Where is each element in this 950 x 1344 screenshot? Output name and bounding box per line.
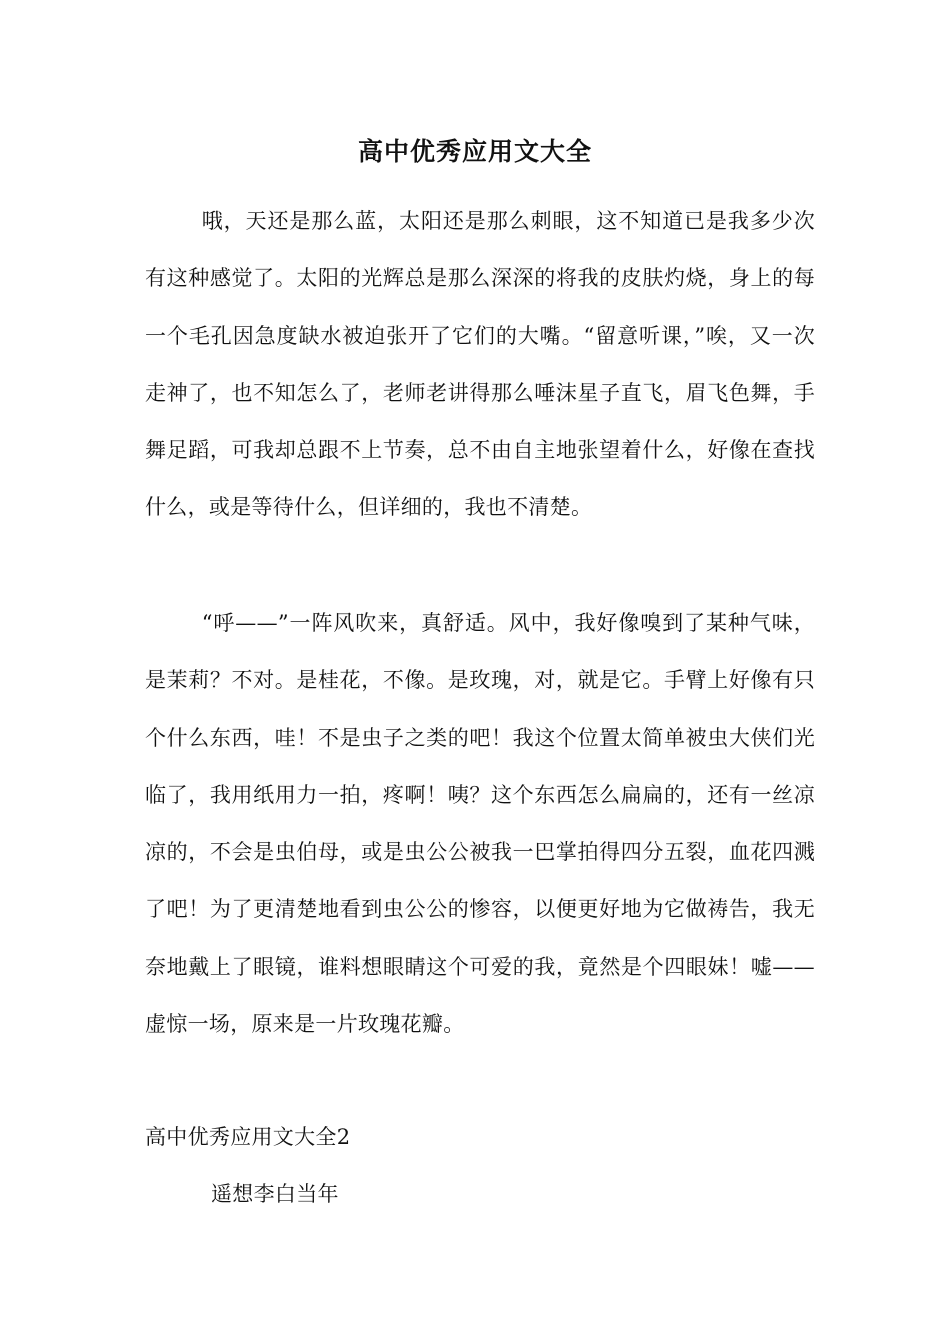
document-title: 高中优秀应用文大全 bbox=[357, 137, 592, 166]
paragraph: “呼——”一阵风吹来，真舒适。风中，我好像嗅到了某种气味，是茉莉？不对。是桂花，不像。是玫瑰，对，就是它。手臂上好像有只个什么东西，哇！不是虫子之类的吧！我这个位置太简单被虫大侠们光临了，我用纸用力一拍，疼啊！咦？这个东西怎么扁扁的，还有一丝凉凉的，不会是虫伯母，或是虫公公被我一巴掌拍得四分五裂，血花四溅了吧！为了更清楚地看到虫公公的惨容，以便更好地为它做祷告，我无奈地戴上了眼镜，谁料想眼睛这个可爱的我，竟然是个四眼妹！嘘——虚惊一场，原来是一片玫瑰花瓣。 bbox=[145, 611, 815, 1037]
paragraph: 哦，天还是那么蓝，太阳还是那么刺眼，这不知道已是我多少次有这种感觉了。太阳的光辉总是那么深深的将我的皮肤灼烧，身上的每一个毛孔因急度缺水被迫张开了它们的大嘴。“留意听课，”唉，又一次走神了，也不知怎么了，老师老讲得那么唾沫星子直飞，眉飞色舞，手舞足蹈，可我却总跟不上节奏，总不由自主地张望着什么，好像在查找什么，或是等待什么，但详细的，我也不清楚。 bbox=[145, 209, 815, 520]
section-heading: 高中优秀应用文大全2 bbox=[145, 1125, 351, 1149]
essay-title: 遥想李白当年 bbox=[211, 1182, 339, 1206]
